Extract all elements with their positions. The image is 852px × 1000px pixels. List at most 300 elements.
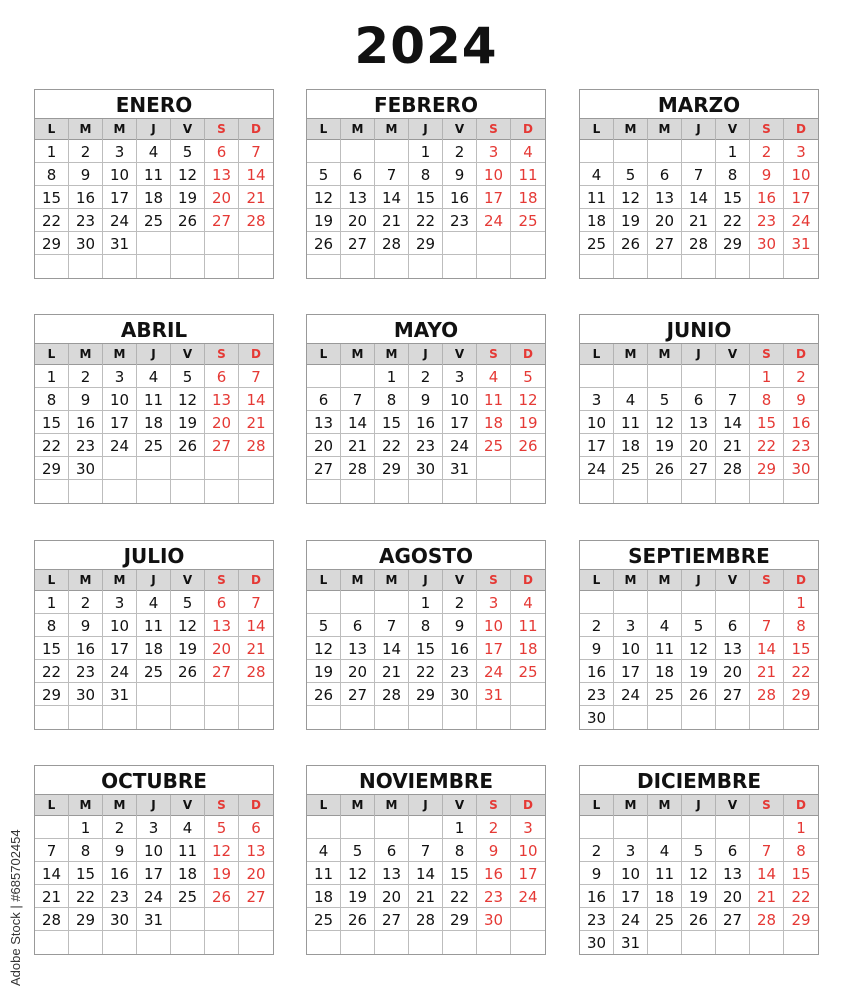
day-cell: 26 xyxy=(682,908,716,931)
day-cell: 10 xyxy=(103,388,137,411)
empty-cell xyxy=(443,232,477,255)
day-cell: 3 xyxy=(477,591,511,614)
day-cell: 6 xyxy=(341,614,375,637)
day-cell: 6 xyxy=(205,140,239,163)
day-cell: 7 xyxy=(750,614,784,637)
weekday-header-row xyxy=(307,119,545,140)
weekday-header: M xyxy=(341,570,375,591)
day-cell: 8 xyxy=(409,614,443,637)
day-cell: 16 xyxy=(784,411,818,434)
day-cell: 6 xyxy=(716,839,750,862)
day-cell: 18 xyxy=(511,186,545,209)
weekday-header: D xyxy=(251,573,261,587)
day-cell: 12 xyxy=(307,637,341,660)
day-cell: 1 xyxy=(375,365,409,388)
day-cell: 21 xyxy=(375,660,409,683)
day-cell: 5 xyxy=(205,816,239,839)
day-cell: 4 xyxy=(511,140,545,163)
day-cell: 17 xyxy=(614,885,648,908)
day-cell: 20 xyxy=(375,885,409,908)
day-cell: 7 xyxy=(35,839,69,862)
empty-cell xyxy=(239,480,273,503)
day-cell: 29 xyxy=(35,232,69,255)
day-cell: 12 xyxy=(682,862,716,885)
day-cell: 30 xyxy=(580,931,614,954)
day-cell: 10 xyxy=(477,163,511,186)
day-cell: 10 xyxy=(477,614,511,637)
day-cell: 30 xyxy=(750,232,784,255)
weekday-header: J xyxy=(137,570,171,591)
weekday-header: S xyxy=(205,795,239,816)
weekday-header-row xyxy=(307,795,545,816)
weekday-header-row xyxy=(35,344,273,365)
day-cell: 27 xyxy=(716,908,750,931)
day-cell: 8 xyxy=(784,839,818,862)
month-name: OCTUBRE xyxy=(35,766,273,795)
day-cell: 6 xyxy=(205,365,239,388)
empty-cell xyxy=(35,706,69,729)
empty-cell xyxy=(69,706,103,729)
day-cell: 23 xyxy=(409,434,443,457)
weekday-header: L xyxy=(580,119,614,140)
empty-cell xyxy=(341,365,375,388)
day-cell: 22 xyxy=(35,209,69,232)
empty-cell xyxy=(409,480,443,503)
day-cell: 27 xyxy=(341,232,375,255)
weekday-header: V xyxy=(443,119,477,140)
day-cell: 2 xyxy=(69,365,103,388)
weekday-header-row xyxy=(307,570,545,591)
day-cell: 18 xyxy=(614,434,648,457)
day-cell: 14 xyxy=(750,637,784,660)
day-cell: 13 xyxy=(307,411,341,434)
day-cell: 2 xyxy=(580,614,614,637)
empty-cell xyxy=(239,683,273,706)
day-cell: 11 xyxy=(171,839,205,862)
day-cell: 12 xyxy=(648,411,682,434)
day-cell: 24 xyxy=(103,660,137,683)
day-cell: 25 xyxy=(511,209,545,232)
day-cell: 19 xyxy=(341,885,375,908)
day-cell: 1 xyxy=(35,591,69,614)
day-cell: 16 xyxy=(477,862,511,885)
day-cell: 24 xyxy=(103,209,137,232)
month-name: FEBRERO xyxy=(307,90,545,119)
day-cell: 31 xyxy=(103,683,137,706)
weekday-header: L xyxy=(35,344,69,365)
empty-cell xyxy=(682,480,716,503)
day-cell: 27 xyxy=(205,434,239,457)
day-cell: 11 xyxy=(511,163,545,186)
calendar-year-title: 2024 xyxy=(354,17,498,75)
day-cell: 28 xyxy=(341,457,375,480)
empty-cell xyxy=(477,706,511,729)
day-cell: 26 xyxy=(171,434,205,457)
empty-cell xyxy=(137,683,171,706)
empty-cell xyxy=(784,255,818,278)
day-cell: 1 xyxy=(409,591,443,614)
day-cell: 26 xyxy=(171,209,205,232)
empty-cell xyxy=(682,591,716,614)
day-cell: 21 xyxy=(750,885,784,908)
empty-cell xyxy=(69,931,103,954)
month-febrero xyxy=(306,89,546,279)
day-cell: 6 xyxy=(716,614,750,637)
day-cell: 11 xyxy=(477,388,511,411)
day-cell: 18 xyxy=(477,411,511,434)
weekday-header: M xyxy=(341,344,375,365)
day-cell: 4 xyxy=(648,839,682,862)
day-cell: 14 xyxy=(375,637,409,660)
empty-cell xyxy=(205,480,239,503)
day-cell: 1 xyxy=(750,365,784,388)
day-cell: 2 xyxy=(750,140,784,163)
weekday-header: D xyxy=(251,122,261,136)
day-cell: 10 xyxy=(103,163,137,186)
day-cell: 11 xyxy=(137,614,171,637)
day-cell: 4 xyxy=(511,591,545,614)
day-cell: 1 xyxy=(716,140,750,163)
day-cell: 1 xyxy=(35,365,69,388)
day-cell: 25 xyxy=(137,660,171,683)
empty-cell xyxy=(648,706,682,729)
days-grid xyxy=(35,140,273,278)
weekday-header: S xyxy=(750,570,784,591)
day-cell: 31 xyxy=(443,457,477,480)
day-cell: 3 xyxy=(580,388,614,411)
day-cell: 26 xyxy=(341,908,375,931)
empty-cell xyxy=(682,140,716,163)
day-cell: 15 xyxy=(784,637,818,660)
empty-cell xyxy=(511,480,545,503)
weekday-header: M xyxy=(375,795,409,816)
day-cell: 30 xyxy=(409,457,443,480)
day-cell: 3 xyxy=(511,816,545,839)
day-cell: 25 xyxy=(137,434,171,457)
day-cell: 15 xyxy=(375,411,409,434)
day-cell: 13 xyxy=(239,839,273,862)
weekday-header: V xyxy=(443,795,477,816)
weekday-header: J xyxy=(682,344,716,365)
weekday-header: L xyxy=(35,570,69,591)
empty-cell xyxy=(409,255,443,278)
empty-cell xyxy=(580,255,614,278)
empty-cell xyxy=(239,457,273,480)
day-cell: 17 xyxy=(580,434,614,457)
day-cell: 7 xyxy=(375,163,409,186)
day-cell: 17 xyxy=(137,862,171,885)
empty-cell xyxy=(103,706,137,729)
empty-cell xyxy=(580,591,614,614)
day-cell: 8 xyxy=(69,839,103,862)
empty-cell xyxy=(69,255,103,278)
weekday-header: D xyxy=(523,573,533,587)
weekday-header: M xyxy=(69,119,103,140)
day-cell: 17 xyxy=(614,660,648,683)
day-cell: 10 xyxy=(614,637,648,660)
weekday-header: J xyxy=(682,795,716,816)
day-cell: 5 xyxy=(341,839,375,862)
weekday-header: S xyxy=(205,119,239,140)
day-cell: 26 xyxy=(307,232,341,255)
empty-cell xyxy=(477,480,511,503)
day-cell: 12 xyxy=(307,186,341,209)
day-cell: 7 xyxy=(239,365,273,388)
day-cell: 12 xyxy=(171,614,205,637)
days-grid xyxy=(580,365,818,503)
empty-cell xyxy=(375,591,409,614)
days-grid xyxy=(35,591,273,729)
day-cell: 13 xyxy=(716,637,750,660)
empty-cell xyxy=(784,931,818,954)
weekday-header: V xyxy=(716,570,750,591)
day-cell: 3 xyxy=(103,140,137,163)
day-cell: 10 xyxy=(137,839,171,862)
day-cell: 21 xyxy=(35,885,69,908)
day-cell: 7 xyxy=(239,591,273,614)
empty-cell xyxy=(614,706,648,729)
day-cell: 28 xyxy=(239,434,273,457)
day-cell: 8 xyxy=(443,839,477,862)
empty-cell xyxy=(375,255,409,278)
empty-cell xyxy=(682,365,716,388)
empty-cell xyxy=(750,931,784,954)
month-junio xyxy=(579,314,819,504)
day-cell: 5 xyxy=(682,839,716,862)
day-cell: 23 xyxy=(69,660,103,683)
day-cell: 8 xyxy=(784,614,818,637)
month-name: DICIEMBRE xyxy=(580,766,818,795)
day-cell: 19 xyxy=(307,660,341,683)
day-cell: 9 xyxy=(69,163,103,186)
day-cell: 25 xyxy=(477,434,511,457)
day-cell: 25 xyxy=(648,683,682,706)
day-cell: 8 xyxy=(716,163,750,186)
weekday-header: M xyxy=(375,570,409,591)
day-cell: 29 xyxy=(409,683,443,706)
day-cell: 22 xyxy=(784,885,818,908)
day-cell: 15 xyxy=(409,637,443,660)
day-cell: 19 xyxy=(682,885,716,908)
empty-cell xyxy=(511,908,545,931)
weekday-header: M xyxy=(648,570,682,591)
day-cell: 3 xyxy=(103,365,137,388)
empty-cell xyxy=(682,706,716,729)
empty-cell xyxy=(784,706,818,729)
day-cell: 16 xyxy=(580,660,614,683)
empty-cell xyxy=(35,816,69,839)
day-cell: 4 xyxy=(614,388,648,411)
day-cell: 14 xyxy=(750,862,784,885)
day-cell: 13 xyxy=(682,411,716,434)
day-cell: 29 xyxy=(784,908,818,931)
day-cell: 19 xyxy=(511,411,545,434)
day-cell: 14 xyxy=(716,411,750,434)
day-cell: 18 xyxy=(171,862,205,885)
day-cell: 25 xyxy=(614,457,648,480)
empty-cell xyxy=(614,591,648,614)
empty-cell xyxy=(648,140,682,163)
weekday-header: M xyxy=(648,795,682,816)
empty-cell xyxy=(614,816,648,839)
empty-cell xyxy=(137,706,171,729)
empty-cell xyxy=(716,480,750,503)
empty-cell xyxy=(239,908,273,931)
empty-cell xyxy=(375,931,409,954)
empty-cell xyxy=(648,255,682,278)
day-cell: 8 xyxy=(409,163,443,186)
day-cell: 24 xyxy=(137,885,171,908)
day-cell: 24 xyxy=(511,885,545,908)
weekday-header: L xyxy=(307,344,341,365)
weekday-header: M xyxy=(614,795,648,816)
day-cell: 23 xyxy=(580,683,614,706)
weekday-header: S xyxy=(477,344,511,365)
day-cell: 23 xyxy=(443,660,477,683)
day-cell: 7 xyxy=(682,163,716,186)
day-cell: 20 xyxy=(716,885,750,908)
empty-cell xyxy=(341,931,375,954)
empty-cell xyxy=(750,255,784,278)
day-cell: 5 xyxy=(614,163,648,186)
empty-cell xyxy=(103,457,137,480)
day-cell: 5 xyxy=(511,365,545,388)
day-cell: 23 xyxy=(477,885,511,908)
weekday-header: L xyxy=(307,570,341,591)
month-name: ENERO xyxy=(35,90,273,119)
stock-watermark: Adobe Stock | #685702454 xyxy=(8,829,23,986)
day-cell: 30 xyxy=(580,706,614,729)
empty-cell xyxy=(103,255,137,278)
day-cell: 8 xyxy=(35,163,69,186)
day-cell: 15 xyxy=(784,862,818,885)
empty-cell xyxy=(375,706,409,729)
day-cell: 6 xyxy=(682,388,716,411)
empty-cell xyxy=(307,931,341,954)
days-grid xyxy=(307,365,545,503)
day-cell: 30 xyxy=(69,457,103,480)
empty-cell xyxy=(477,232,511,255)
day-cell: 15 xyxy=(750,411,784,434)
day-cell: 27 xyxy=(341,683,375,706)
day-cell: 19 xyxy=(171,186,205,209)
day-cell: 25 xyxy=(580,232,614,255)
weekday-header: D xyxy=(251,347,261,361)
empty-cell xyxy=(137,931,171,954)
day-cell: 25 xyxy=(137,209,171,232)
day-cell: 7 xyxy=(716,388,750,411)
day-cell: 21 xyxy=(682,209,716,232)
day-cell: 1 xyxy=(35,140,69,163)
empty-cell xyxy=(239,232,273,255)
weekday-header: S xyxy=(205,344,239,365)
day-cell: 10 xyxy=(580,411,614,434)
empty-cell xyxy=(341,816,375,839)
empty-cell xyxy=(716,365,750,388)
empty-cell xyxy=(648,480,682,503)
day-cell: 9 xyxy=(784,388,818,411)
day-cell: 26 xyxy=(307,683,341,706)
day-cell: 20 xyxy=(307,434,341,457)
day-cell: 3 xyxy=(137,816,171,839)
day-cell: 20 xyxy=(239,862,273,885)
empty-cell xyxy=(137,480,171,503)
day-cell: 21 xyxy=(239,186,273,209)
weekday-header: D xyxy=(796,347,806,361)
day-cell: 27 xyxy=(682,457,716,480)
day-cell: 17 xyxy=(103,186,137,209)
empty-cell xyxy=(103,480,137,503)
day-cell: 5 xyxy=(307,614,341,637)
empty-cell xyxy=(682,816,716,839)
weekday-header: L xyxy=(307,119,341,140)
day-cell: 10 xyxy=(511,839,545,862)
weekday-header: M xyxy=(648,119,682,140)
empty-cell xyxy=(648,365,682,388)
weekday-header-row xyxy=(580,344,818,365)
day-cell: 16 xyxy=(750,186,784,209)
day-cell: 21 xyxy=(375,209,409,232)
day-cell: 29 xyxy=(443,908,477,931)
empty-cell xyxy=(341,255,375,278)
empty-cell xyxy=(341,706,375,729)
empty-cell xyxy=(307,140,341,163)
empty-cell xyxy=(477,255,511,278)
day-cell: 18 xyxy=(648,660,682,683)
day-cell: 2 xyxy=(443,140,477,163)
day-cell: 19 xyxy=(171,637,205,660)
empty-cell xyxy=(477,457,511,480)
day-cell: 25 xyxy=(648,908,682,931)
day-cell: 16 xyxy=(443,637,477,660)
weekday-header: S xyxy=(477,795,511,816)
day-cell: 28 xyxy=(35,908,69,931)
weekday-header: J xyxy=(682,570,716,591)
empty-cell xyxy=(171,457,205,480)
day-cell: 4 xyxy=(307,839,341,862)
day-cell: 28 xyxy=(750,908,784,931)
weekday-header: M xyxy=(375,344,409,365)
day-cell: 9 xyxy=(750,163,784,186)
weekday-header-row xyxy=(307,344,545,365)
weekday-header: V xyxy=(171,119,205,140)
day-cell: 3 xyxy=(477,140,511,163)
day-cell: 6 xyxy=(648,163,682,186)
month-abril xyxy=(34,314,274,504)
day-cell: 2 xyxy=(409,365,443,388)
day-cell: 1 xyxy=(443,816,477,839)
day-cell: 12 xyxy=(682,637,716,660)
day-cell: 2 xyxy=(784,365,818,388)
day-cell: 17 xyxy=(511,862,545,885)
weekday-header: J xyxy=(137,344,171,365)
empty-cell xyxy=(580,480,614,503)
day-cell: 17 xyxy=(103,411,137,434)
empty-cell xyxy=(511,232,545,255)
weekday-header: M xyxy=(614,119,648,140)
day-cell: 24 xyxy=(103,434,137,457)
day-cell: 2 xyxy=(103,816,137,839)
weekday-header: D xyxy=(796,122,806,136)
day-cell: 13 xyxy=(716,862,750,885)
weekday-header: M xyxy=(341,119,375,140)
day-cell: 3 xyxy=(784,140,818,163)
day-cell: 17 xyxy=(477,637,511,660)
day-cell: 11 xyxy=(511,614,545,637)
day-cell: 11 xyxy=(648,637,682,660)
empty-cell xyxy=(716,706,750,729)
day-cell: 17 xyxy=(103,637,137,660)
